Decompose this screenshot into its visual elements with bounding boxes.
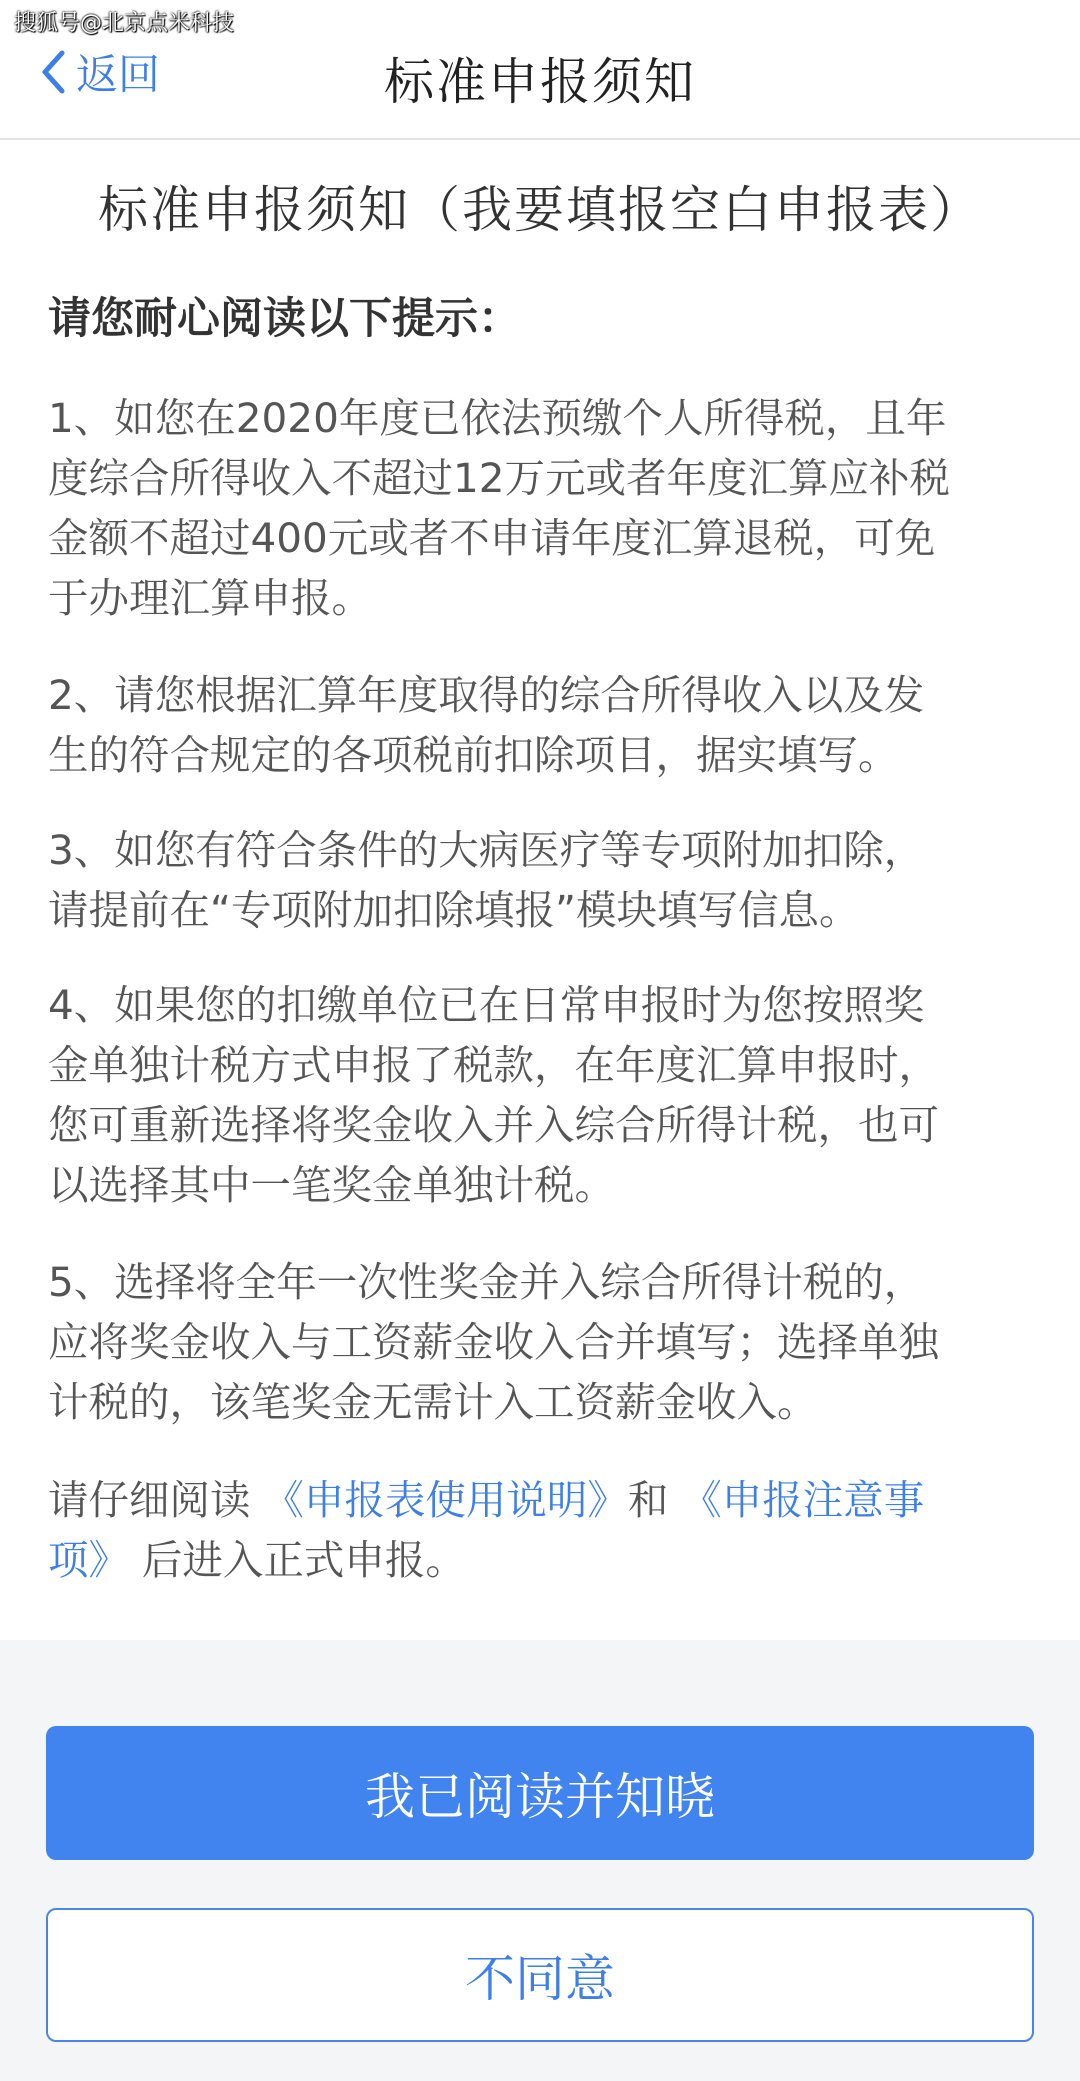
document-title: 标准申报须知（我要填报空白申报表） (98, 181, 982, 239)
back-label: 返回 (76, 50, 161, 99)
notice-line: 金额不超过400元或者不申请年度汇算退税，可免 (48, 514, 936, 562)
note-middle: 和 (627, 1476, 669, 1524)
filing-notes-link-continued[interactable]: 项》 (48, 1536, 129, 1584)
notice-line: 度综合所得收入不超过12万元或者年度汇算应补税 (48, 454, 951, 502)
notice-item-2 (48, 665, 1036, 785)
notice-line: 应将奖金收入与工资薪金收入合并填写；选择单独 (48, 1318, 939, 1366)
note-prefix: 请仔细阅读 (48, 1476, 251, 1524)
disagree-button[interactable]: 不同意 (46, 1908, 1034, 2042)
notice-item-5 (48, 1252, 1036, 1432)
read-instructions-note (48, 1470, 1036, 1590)
watermark: 搜狐号@北京点米科技 (14, 11, 235, 36)
notice-item-3 (48, 820, 1036, 940)
page-title: 标准申报须知 (384, 53, 696, 111)
notice-content (0, 140, 1080, 1640)
notice-line: 请提前在“专项附加扣除填报”模块填写信息。 (48, 886, 860, 934)
usage-instructions-link[interactable]: 《申报表使用说明》 (263, 1476, 628, 1524)
action-area (0, 1640, 1080, 2081)
agree-button[interactable]: 我已阅读并知晓 (46, 1726, 1034, 1860)
notice-item-4 (48, 975, 1036, 1215)
notice-line: 2、请您根据汇算年度取得的综合所得收入以及发 (48, 671, 925, 719)
notice-line: 5、选择将全年一次性奖金并入综合所得计税的， (48, 1258, 925, 1306)
notice-line: 3、如您有符合条件的大病医疗等专项附加扣除， (48, 826, 925, 874)
notice-line: 于办理汇算申报。 (48, 574, 372, 622)
notice-line: 您可重新选择将奖金收入并入综合所得计税，也可 (48, 1101, 939, 1149)
intro-heading: 请您耐心阅读以下提示： (48, 294, 521, 344)
note-line-2 (48, 1530, 1036, 1590)
note-line-1 (48, 1470, 1036, 1530)
filing-notes-link[interactable]: 《申报注意事 (681, 1476, 925, 1524)
notice-line: 金单独计税方式申报了税款，在年度汇算申报时， (48, 1041, 939, 1089)
notice-line: 生的符合规定的各项税前扣除项目，据实填写。 (48, 731, 899, 779)
notice-line: 计税的，该笔奖金无需计入工资薪金收入。 (48, 1378, 818, 1426)
notice-line: 1、如您在2020年度已依法预缴个人所得税，且年 (48, 394, 947, 442)
notice-line: 以选择其中一笔奖金单独计税。 (48, 1161, 615, 1209)
note-suffix: 后进入正式申报。 (141, 1536, 466, 1584)
notice-item-1 (48, 388, 1036, 628)
notice-line: 4、如果您的扣缴单位已在日常申报时为您按照奖 (48, 981, 925, 1029)
